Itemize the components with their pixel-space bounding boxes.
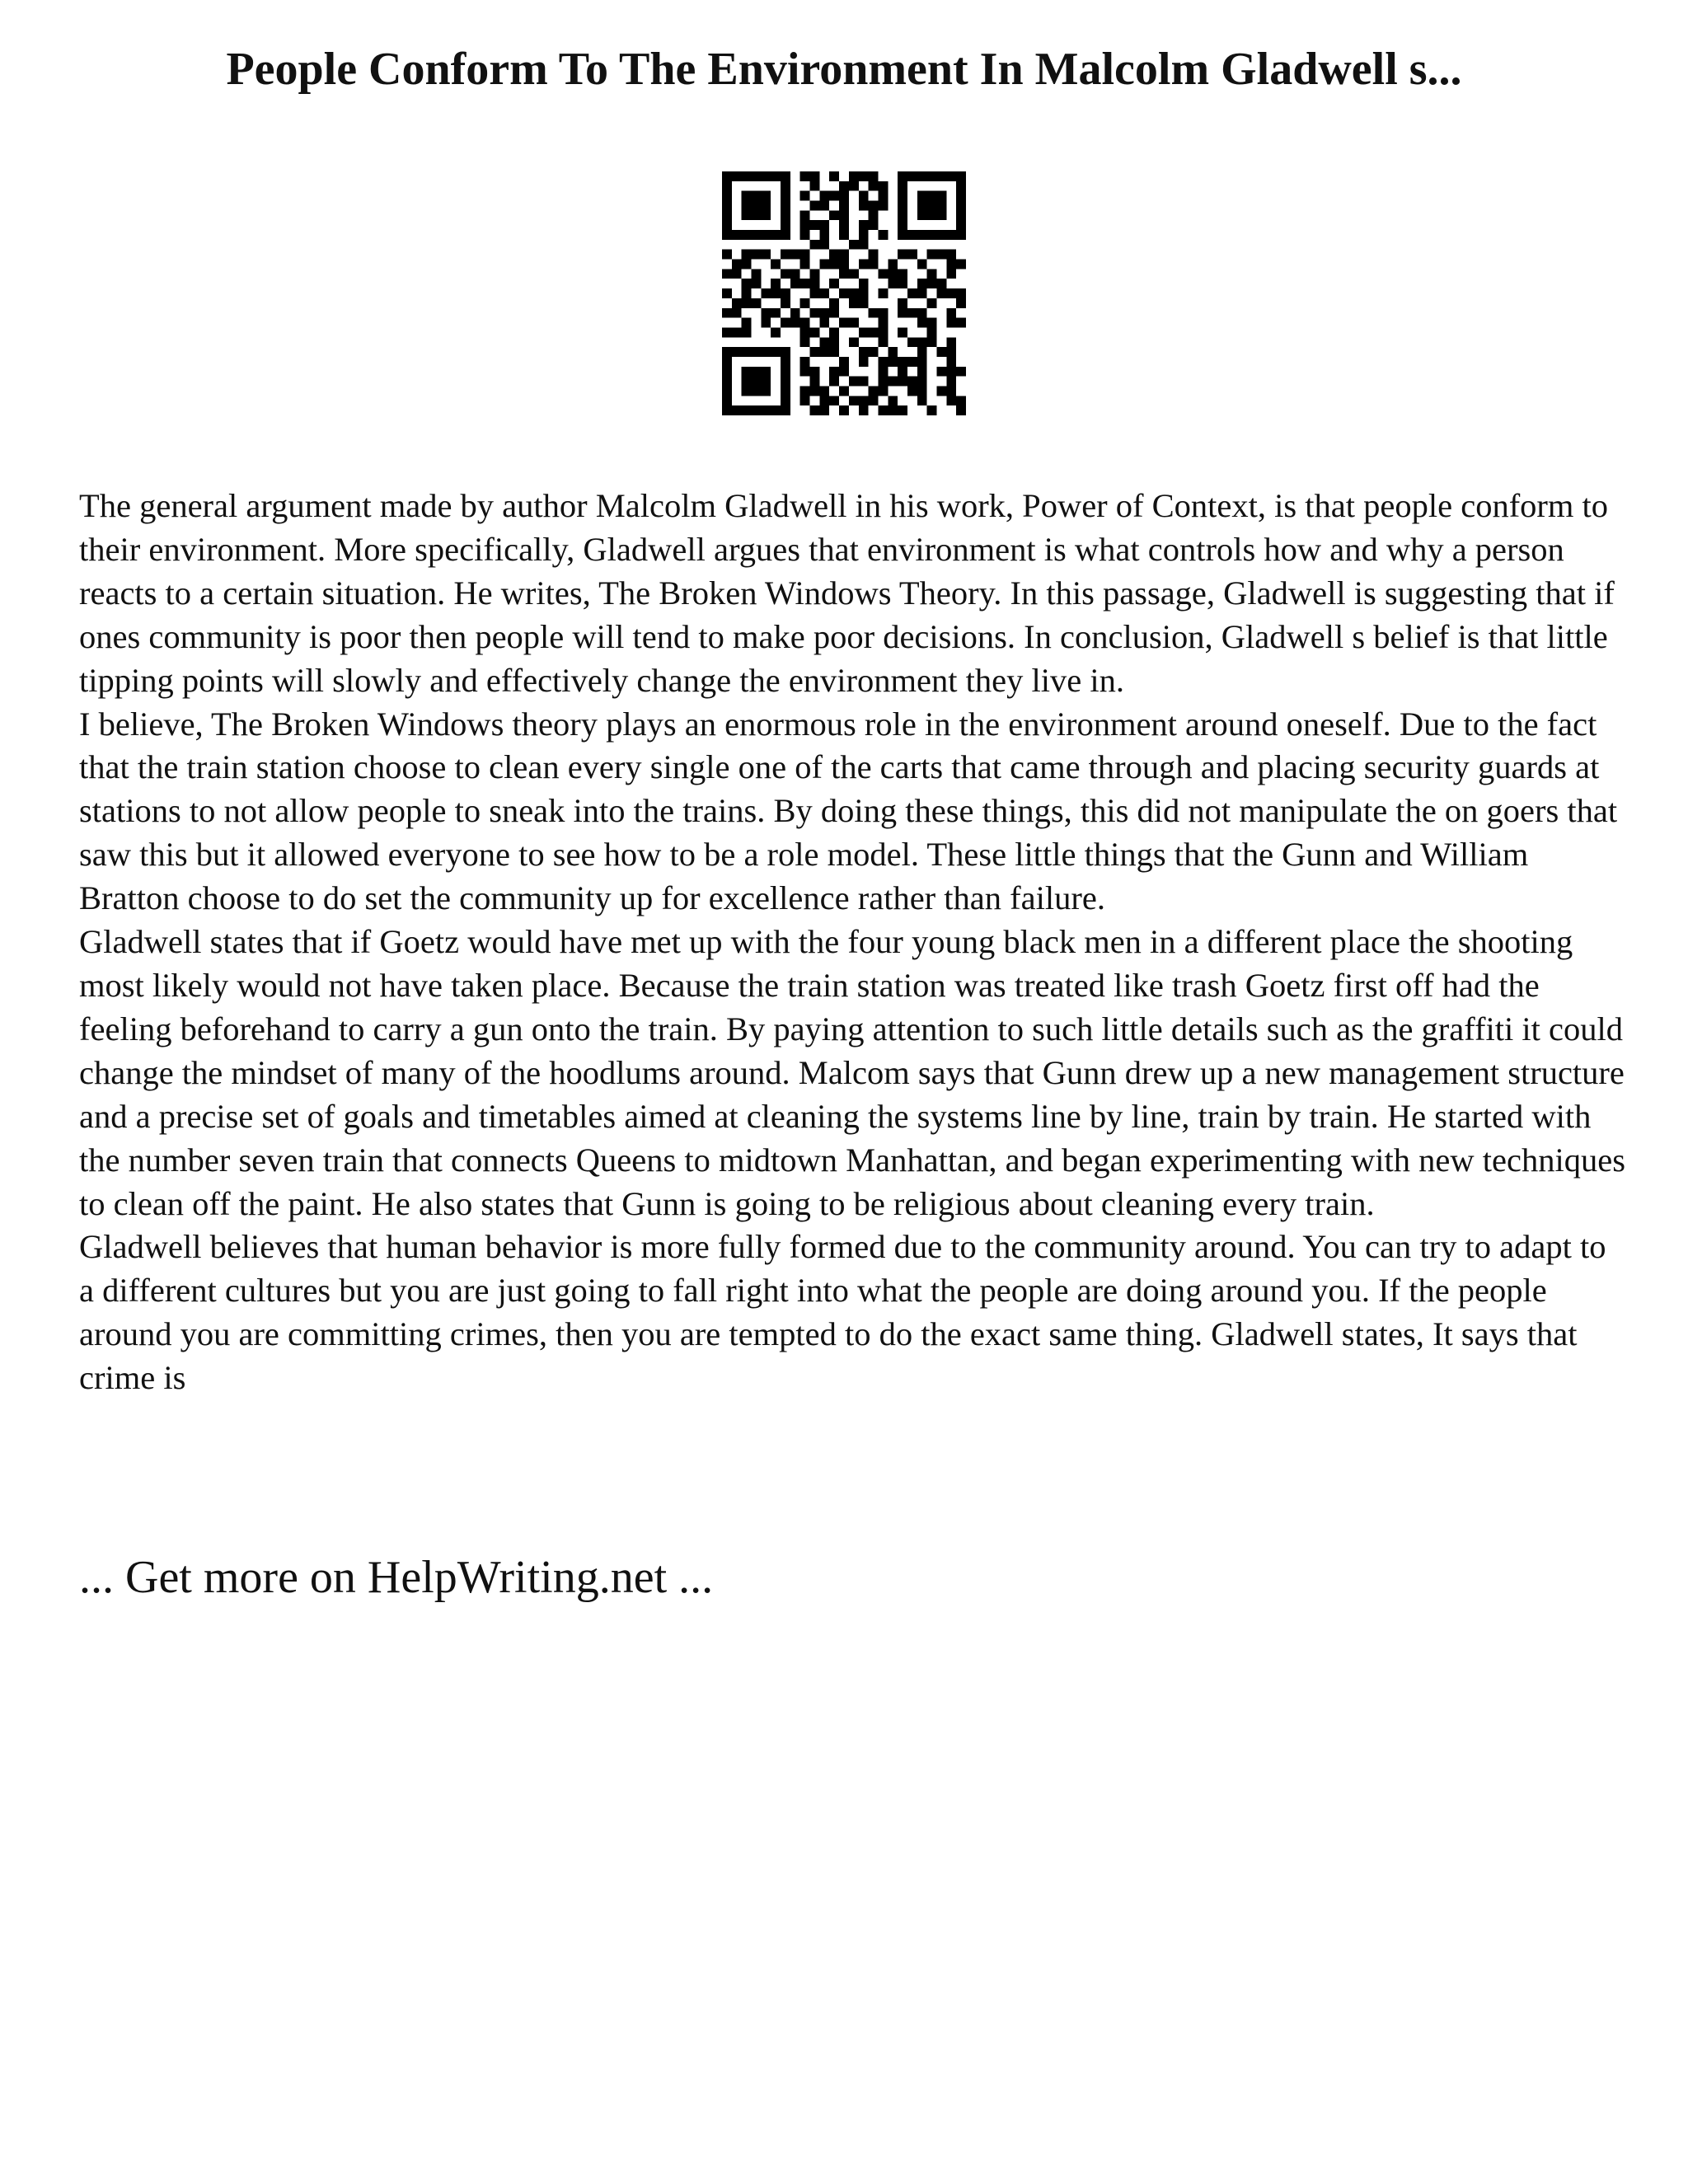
qr-code-graphic — [722, 171, 966, 415]
document-title: People Conform To The Environment In Malcolm Gladwell s... — [226, 44, 1462, 95]
get-more-link[interactable]: ... Get more on HelpWriting.net ... — [79, 1552, 714, 1603]
qr-code-icon — [722, 171, 966, 415]
body-paragraph-2: I believe, The Broken Windows theory plays an enormous role in the environment around oneself. Due to the fact that the train station choose to clean every single one of the carts that came through and placing security guards at stations to not allow people to sneak into the trains. By doing these things, this did not manipulate the on goers that saw this but it allowed everyone to see how to be a role model. These little things that the Gunn and William Bratton choose to do set the community up for excellence rather than failure. — [79, 705, 1618, 917]
document-body — [79, 485, 1629, 1400]
body-paragraph-1: The general argument made by author Malcolm Gladwell in his work, Power of Context, is that people conform to their environment. More specifically, Gladwell argues that environment is what controls how and why a person reacts to a certain situation. He writes, The Broken Windows Theory. In this passage, Gladwell is suggesting that if ones community is poor then people will tend to make poor decisions. In conclusion, Gladwell s belief is that little tipping points will slowly and effectively change the environment they live in. — [79, 487, 1615, 699]
body-paragraph-3: Gladwell states that if Goetz would have met up with the four young black men in a different place the shooting most likely would not have taken place. Because the train station was treated like trash Goetz first off had the feeling beforehand to carry a gun onto the train. By paying attention to such little details such as the graffiti it could change the mindset of many of the hoodlums around. Malcom says that Gunn drew up a new management structure and a precise set of goals and timetables aimed at cleaning the systems line by line, train by train. He started with the number seven train that connects Queens to midtown Manhattan, and began experimenting with new techniques to clean off the paint. He also states that Gunn is going to be religious about cleaning every train. — [79, 923, 1625, 1222]
body-paragraph-4: Gladwell believes that human behavior is more fully formed due to the community around. You can try to adapt to a different cultures but you are just going to fall right into what the people are doing around you. If the people around you are committing crimes, then you are tempted to do the exact same thing. Gladwell states, It says that crime is — [79, 1228, 1606, 1397]
